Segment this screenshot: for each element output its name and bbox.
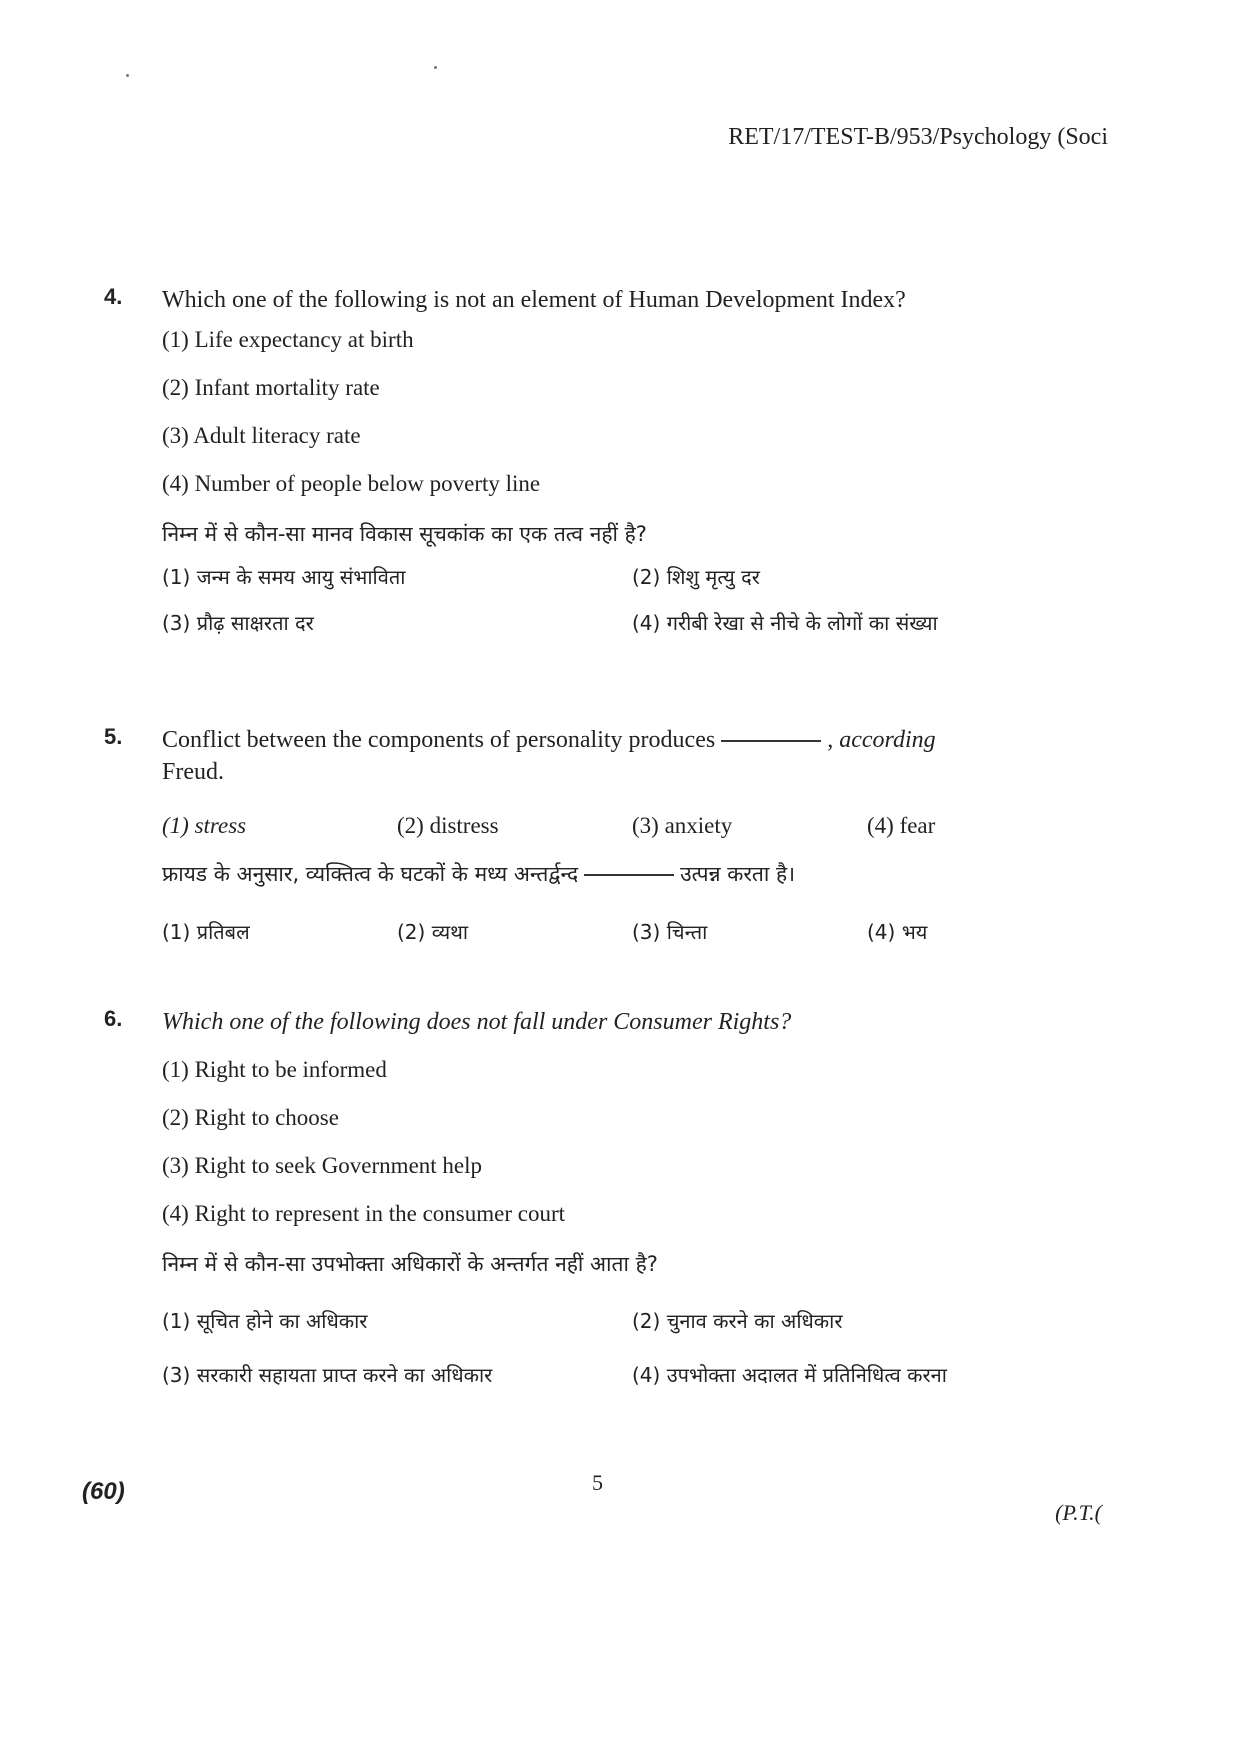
question-text-line2: Freud. [162,759,224,785]
hindi-question-text [162,854,1104,894]
hindi-question-text: निम्न में से कौन-सा मानव विकास सूचकांक का एक तत्व नहीं है? [162,522,647,546]
option-list [162,1046,1104,1238]
question-text: Which one of the following is not an element of Human Development Index? [162,287,906,313]
option-3: (3) Right to seek Government help [162,1153,483,1178]
option-1: (1) Right to be informed [162,1057,387,1082]
hindi-option-row [162,904,1104,960]
question-number: 5. [104,724,123,749]
hindi-option-2: (2) शिशु मृत्यु दर [632,565,760,589]
option-3: (3) Adult literacy rate [162,423,361,448]
hindi-option-3: (3) प्रौढ़ साक्षरता दर [162,611,314,635]
question-6 [104,1006,1104,1402]
option-row [162,798,1104,854]
hindi-option-4: (4) गरीबी रेखा से नीचे के लोगों का संख्या [632,611,938,635]
option-1: (1) stress [162,813,247,838]
hindi-option-grid [162,1294,1104,1402]
footer-code: (60) [82,1478,125,1505]
option-2: (2) Infant mortality rate [162,375,380,400]
fill-blank [721,740,821,742]
hindi-option-2: (2) व्यथा [397,920,469,944]
hindi-text-start: फ्रायड के अनुसार, व्यक्तित्व के घटकों के मध्य अन्तर्द्वन्द [162,862,579,886]
hindi-question-text: निम्न में से कौन-सा उपभोक्ता अधिकारों के अन्तर्गत नहीं आता है? [162,1252,658,1276]
question-4 [104,284,1104,646]
hindi-option-grid [162,554,1104,646]
question-5 [104,724,1104,960]
hindi-option-3: (3) चिन्ता [632,920,708,944]
option-4: (4) Number of people below poverty line [162,471,541,496]
hindi-option-4: (4) भय [867,920,928,944]
question-number: 4. [104,284,123,309]
hindi-option-1: (1) सूचित होने का अधिकार [162,1309,368,1333]
question-text-end: , according [827,727,936,753]
hindi-option-4: (4) उपभोक्ता अदालत में प्रतिनिधित्व करना [632,1363,947,1387]
option-2: (2) distress [397,813,499,838]
question-text [162,724,1104,788]
page-number: 5 [592,1470,603,1495]
hindi-option-1: (1) प्रतिबल [162,920,250,944]
option-2: (2) Right to choose [162,1105,339,1130]
paper-code: RET/17/TEST-B/953/Psychology (Soci [728,124,1108,150]
option-4: (4) fear [867,813,936,838]
scan-speck [126,74,129,77]
hindi-option-1: (1) जन्म के समय आयु संभाविता [162,565,406,589]
option-3: (3) anxiety [632,813,733,838]
hindi-option-2: (2) चुनाव करने का अधिकार [632,1309,843,1333]
scan-speck [434,66,437,69]
question-text: Which one of the following does not fall under Consumer Rights? [162,1009,792,1035]
hindi-text-end: उत्पन्न करता है। [680,862,796,886]
question-text-start: Conflict between the components of personality produces [162,727,716,753]
option-list [162,316,1104,508]
hindi-option-3: (3) सरकारी सहायता प्राप्त करने का अधिकार [162,1363,493,1387]
please-turn-over: (P.T.( [1055,1500,1102,1525]
fill-blank [584,874,674,876]
option-1: (1) Life expectancy at birth [162,327,414,352]
question-number: 6. [104,1006,123,1031]
option-4: (4) Right to represent in the consumer court [162,1201,566,1226]
